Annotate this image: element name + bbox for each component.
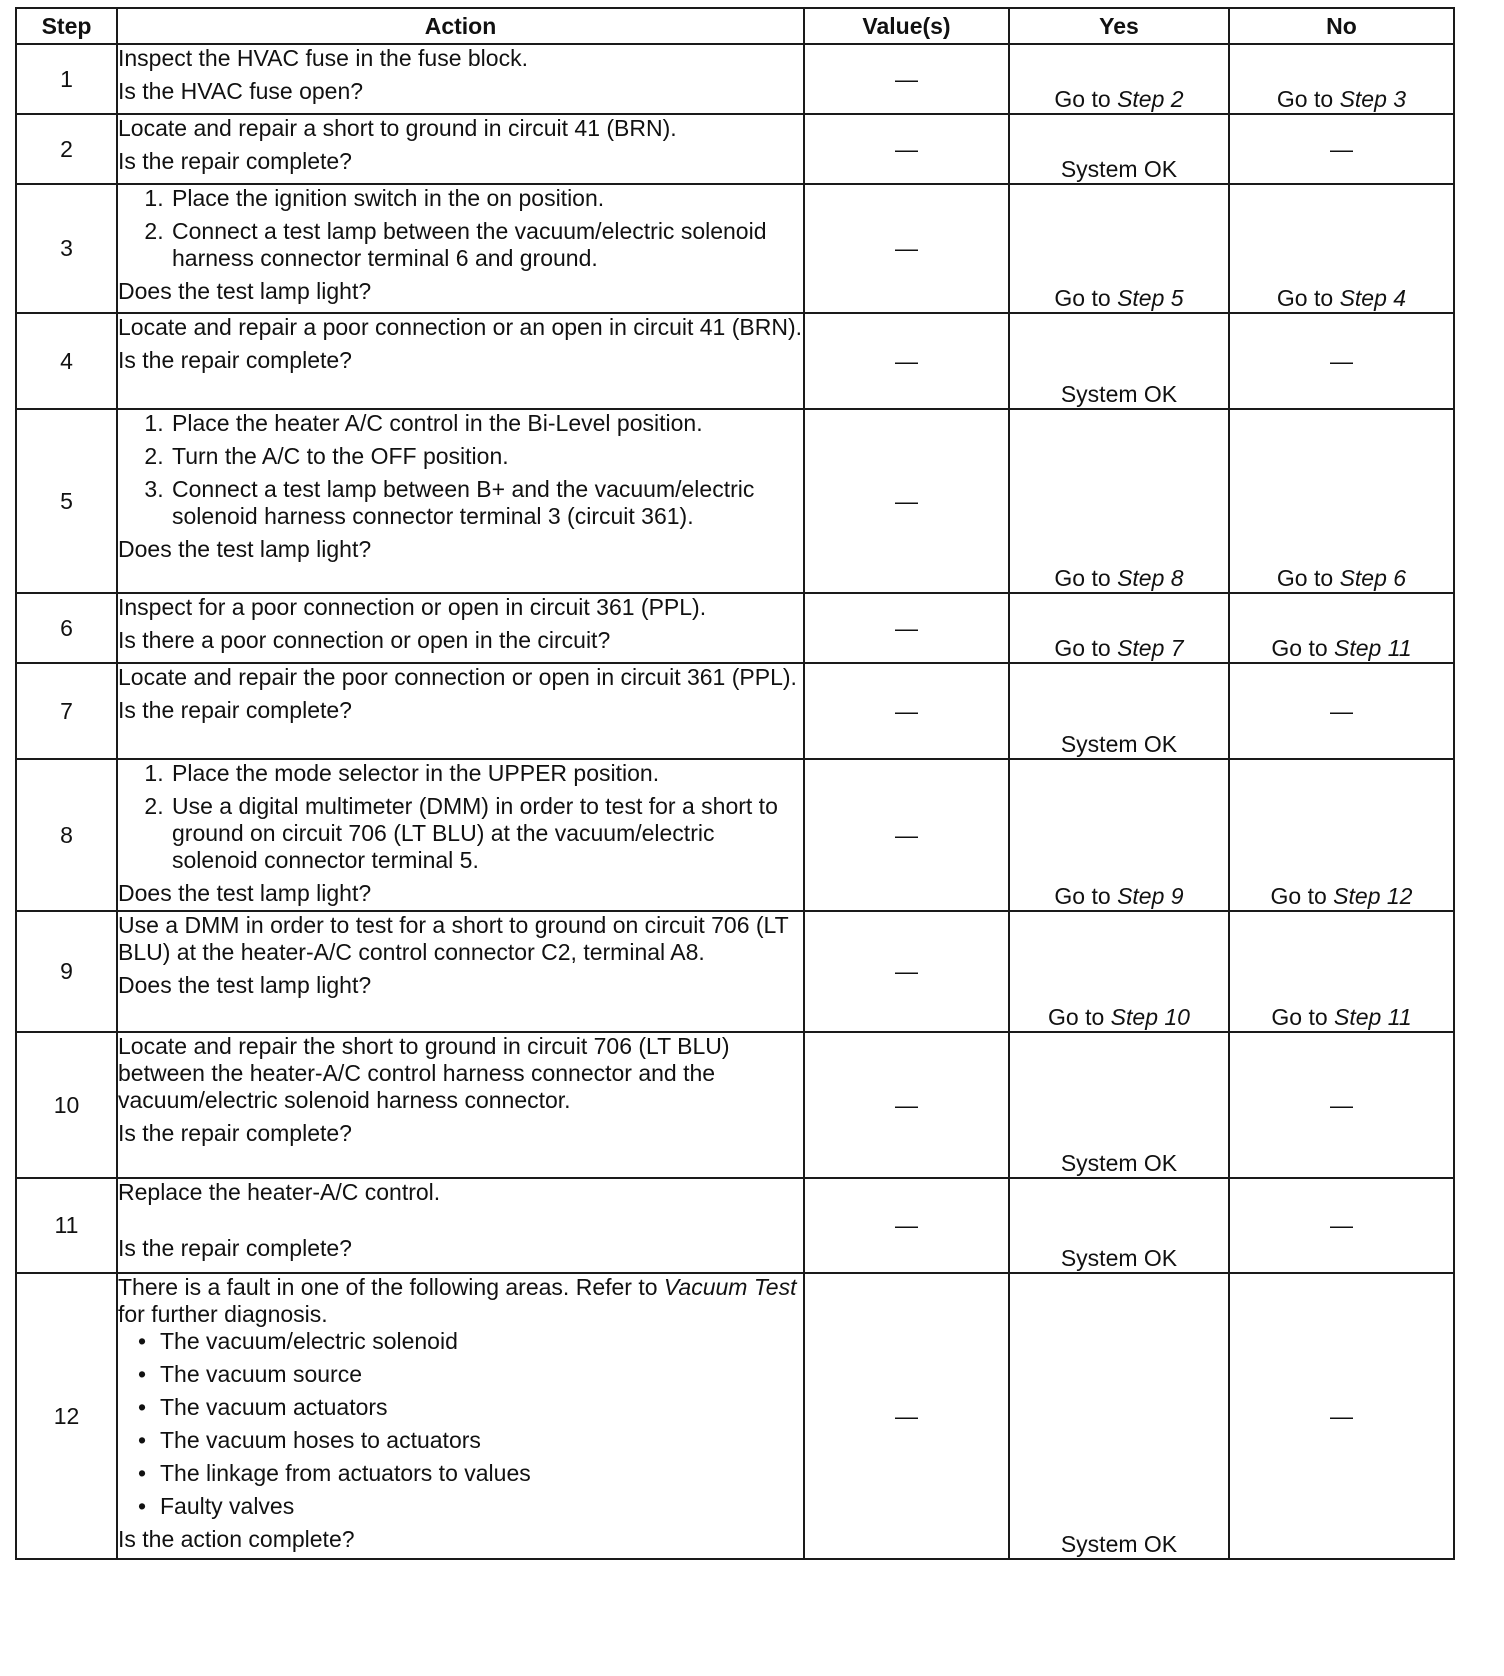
no-cell [1229,44,1454,114]
yes-cell: System OK [1009,114,1229,184]
yes-cell: System OK [1009,313,1229,409]
question: Does the test lamp light? [118,880,372,906]
question: Does the test lamp light? [118,278,372,304]
value-cell: — [804,184,1009,313]
no-cell [1229,759,1454,911]
go-to-label: Go to [1054,86,1111,112]
numbered-steps [118,410,803,530]
no-cell: — [1229,1032,1454,1178]
value-cell: — [804,1273,1009,1559]
instruction: Use a DMM in order to test for a short to ground on circuit 706 (LT BLU) at the heater-A/C control connector C2, terminal A8. [118,912,789,965]
instruction: Locate and repair the short to ground in circuit 706 (LT BLU) between the heater-A/C control harness connector and the vacuum/electric solenoid harness connector. [118,1033,730,1113]
yes-step-ref: Step 2 [1117,86,1184,112]
no-cell: — [1229,663,1454,759]
numbered-steps [118,760,803,874]
value-cell: — [804,1178,1009,1273]
instruction: Locate and repair the poor connection or open in circuit 361 (PPL). [118,664,797,690]
header-values: Value(s) [804,8,1009,44]
yes-cell: System OK [1009,1032,1229,1178]
instruction: Locate and repair a short to ground in circuit 41 (BRN). [118,115,677,141]
header-yes: Yes [1009,8,1229,44]
instruction: Locate and repair a poor connection or an open in circuit 41 (BRN). [118,314,803,340]
yes-step-ref: Step 5 [1117,285,1184,311]
list-item: • The vacuum actuators [160,1394,803,1421]
yes-cell: System OK [1009,663,1229,759]
action-cell [117,313,804,409]
yes-step-ref: Step 10 [1110,1004,1190,1030]
go-to-label: Go to [1270,883,1327,909]
header-row [16,8,1454,44]
list-item: • The linkage from actuators to values [160,1460,803,1487]
go-to-label: Go to [1048,1004,1105,1030]
step-number: 9 [16,911,117,1032]
go-to-label: Go to [1054,565,1111,591]
yes-cell [1009,44,1229,114]
table-row [16,114,1454,184]
step-number: 8 [16,759,117,911]
go-to-label: Go to [1054,635,1111,661]
step-number: 5 [16,409,117,593]
no-step-ref: Step 11 [1334,635,1412,661]
no-cell: — [1229,1178,1454,1273]
step-number: 12 [16,1273,117,1559]
list-item: • The vacuum/electric solenoid [160,1328,803,1355]
yes-cell [1009,184,1229,313]
action-cell [117,409,804,593]
instruction: Inspect the HVAC fuse in the fuse block. [118,45,528,71]
step-number: 3 [16,184,117,313]
step-number: 2 [16,114,117,184]
yes-cell: System OK [1009,1273,1229,1559]
step-number: 6 [16,593,117,663]
step-number: 7 [16,663,117,759]
go-to-label: Go to [1271,635,1328,661]
list-item: 2. Use a digital multimeter (DMM) in order to test for a short to ground on circuit 706 (LT BLU) at the vacuum/electric solenoid connector terminal 5. [170,793,803,874]
table-row [16,313,1454,409]
no-cell [1229,911,1454,1032]
table-row [16,1273,1454,1559]
go-to-label: Go to [1276,86,1334,112]
numbered-steps [118,185,803,272]
table-row [16,911,1454,1032]
value-cell: — [804,114,1009,184]
value-cell: — [804,911,1009,1032]
header-step: Step [16,8,117,44]
table-row [16,44,1454,114]
list-item: 1. Place the ignition switch in the on position. [170,185,803,212]
table-row [16,1178,1454,1273]
action-cell [117,663,804,759]
table-row [16,184,1454,313]
go-to-label: Go to [1276,565,1334,591]
spacer [118,1212,803,1235]
action-cell [117,1032,804,1178]
question: Is the repair complete? [118,1120,352,1146]
list-item: • The vacuum hoses to actuators [160,1427,803,1454]
table-row [16,409,1454,593]
value-cell: — [804,44,1009,114]
action-cell [117,1273,804,1559]
value-cell: — [804,409,1009,593]
value-cell: — [804,663,1009,759]
no-cell [1229,593,1454,663]
no-step-ref: Step 12 [1333,883,1413,909]
question: Does the test lamp light? [118,972,372,998]
instruction: Inspect for a poor connection or open in circuit 361 (PPL). [118,594,707,620]
question: Is the action complete? [118,1526,355,1552]
action-cell [117,184,804,313]
go-to-label: Go to [1276,285,1334,311]
header-action: Action [117,8,804,44]
action-cell [117,593,804,663]
go-to-label: Go to [1054,883,1111,909]
list-item: 2. Connect a test lamp between the vacuum/electric solenoid harness connector terminal 6 and ground. [170,218,803,272]
go-to-label: Go to [1271,1004,1328,1030]
step-number: 4 [16,313,117,409]
table-row [16,759,1454,911]
list-item: • Faulty valves [160,1493,803,1520]
action-cell [117,1178,804,1273]
intro-text-after: for further diagnosis. [118,1301,328,1327]
no-cell [1229,184,1454,313]
step-number: 11 [16,1178,117,1273]
no-cell: — [1229,1273,1454,1559]
instruction: Replace the heater-A/C control. [118,1179,441,1205]
table-row [16,1032,1454,1178]
yes-cell [1009,593,1229,663]
diagnostic-table [15,7,1455,1560]
yes-cell [1009,759,1229,911]
no-step-ref: Step 4 [1339,285,1407,311]
value-cell: — [804,1032,1009,1178]
instruction [118,1274,803,1328]
action-cell [117,114,804,184]
value-cell: — [804,593,1009,663]
list-item: 1. Place the heater A/C control in the Bi-Level position. [170,410,803,437]
question: Is the repair complete? [118,697,352,723]
question: Is the HVAC fuse open? [118,78,364,104]
question: Does the test lamp light? [118,536,372,562]
list-item: 3. Connect a test lamp between B+ and the vacuum/electric solenoid harness connector terminal 3 (circuit 361). [170,476,803,530]
action-cell [117,759,804,911]
step-number: 10 [16,1032,117,1178]
header-no: No [1229,8,1454,44]
no-cell: — [1229,313,1454,409]
intro-text: There is a fault in one of the following areas. Refer to [118,1274,658,1300]
no-step-ref: Step 3 [1339,86,1407,112]
question: Is there a poor connection or open in the circuit? [118,627,611,653]
action-cell [117,44,804,114]
value-cell: — [804,313,1009,409]
table-row [16,663,1454,759]
vacuum-test-reference: Vacuum Test [663,1274,797,1300]
question: Is the repair complete? [118,148,352,174]
list-item: 1. Place the mode selector in the UPPER position. [170,760,803,787]
yes-step-ref: Step 7 [1117,635,1184,661]
list-item: 2. Turn the A/C to the OFF position. [170,443,803,470]
yes-cell [1009,409,1229,593]
list-item: • The vacuum source [160,1361,803,1388]
table-row [16,593,1454,663]
question: Is the repair complete? [118,1235,352,1261]
yes-step-ref: Step 8 [1117,565,1184,591]
yes-cell [1009,911,1229,1032]
yes-step-ref: Step 9 [1117,883,1184,909]
go-to-label: Go to [1054,285,1111,311]
no-step-ref: Step 6 [1339,565,1407,591]
value-cell: — [804,759,1009,911]
no-cell: — [1229,114,1454,184]
no-cell [1229,409,1454,593]
bullet-list [118,1328,803,1520]
no-step-ref: Step 11 [1334,1004,1412,1030]
yes-cell: System OK [1009,1178,1229,1273]
step-number: 1 [16,44,117,114]
action-cell [117,911,804,1032]
question: Is the repair complete? [118,347,352,373]
